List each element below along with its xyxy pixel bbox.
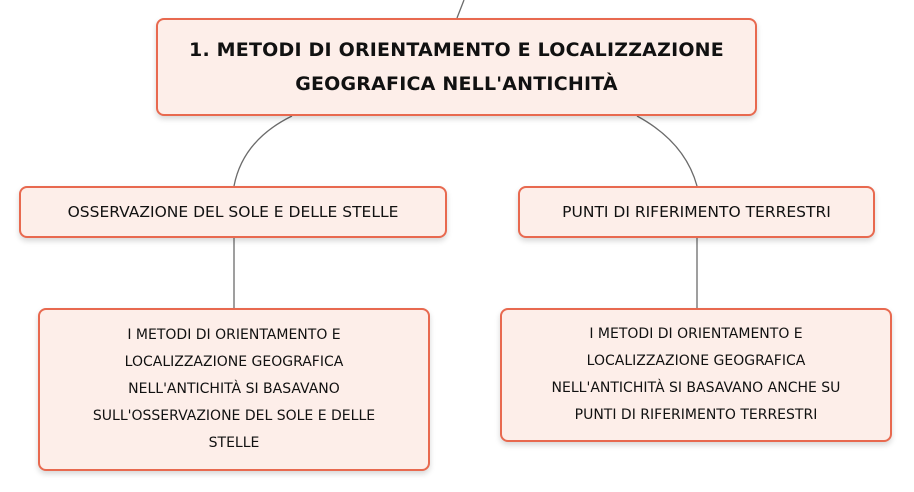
detail-line: STELLE [208,435,260,451]
detail-line: I METODI DI ORIENTAMENTO E [589,326,803,342]
detail-line: NELL'ANTICHITÀ SI BASAVANO ANCHE SU [551,380,841,396]
detail-line: PUNTI DI RIFERIMENTO TERRESTRI [574,407,818,423]
root-title-line-1: 1. METODI DI ORIENTAMENTO E LOCALIZZAZIONE [189,39,724,61]
root-title-line-2: GEOGRAFICA NELL'ANTICHITÀ [295,73,618,95]
detail-line: SULL'OSSERVAZIONE DEL SOLE E DELLE [92,408,376,424]
detail-observation-sun-stars[interactable] [38,308,430,471]
connector-root-to-left-branch [234,116,292,186]
connector-root-to-right-branch [637,116,697,186]
detail-terrestrial-landmarks[interactable] [500,308,892,442]
detail-line: LOCALIZZAZIONE GEOGRAFICA [586,353,806,369]
root-topic[interactable] [156,18,757,116]
topic-observation-sun-stars[interactable] [19,186,447,238]
detail-line: I METODI DI ORIENTAMENTO E [127,327,341,343]
detail-line: NELL'ANTICHITÀ SI BASAVANO [128,381,340,397]
connector-parent-to-root [457,0,464,18]
topic-label: OSSERVAZIONE DEL SOLE E DELLE STELLE [67,203,399,221]
topic-terrestrial-landmarks[interactable] [518,186,875,238]
detail-line: LOCALIZZAZIONE GEOGRAFICA [124,354,344,370]
topic-label: PUNTI DI RIFERIMENTO TERRESTRI [562,203,831,221]
